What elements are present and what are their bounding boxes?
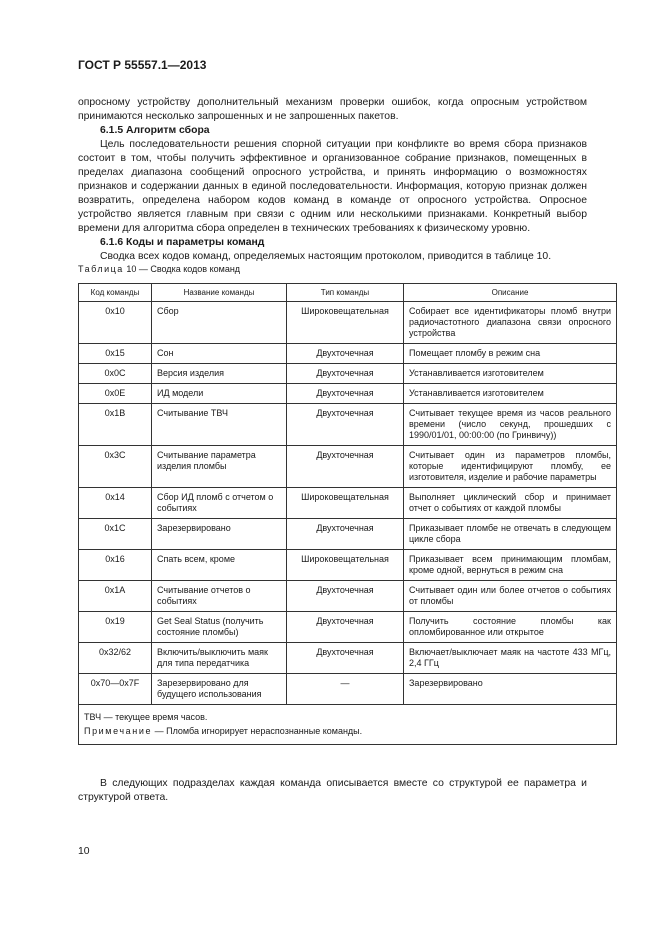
cell-type: Двухточечная	[287, 364, 404, 384]
cell-name: Считывание отчетов о событиях	[152, 581, 287, 612]
cell-code: 0x3C	[79, 446, 152, 488]
cell-code: 0x1B	[79, 404, 152, 446]
table-row	[79, 302, 617, 344]
cell-name: Считывание параметра изделия пломбы	[152, 446, 287, 488]
outro-section	[78, 777, 587, 805]
cell-code: 0x0E	[79, 384, 152, 404]
table-row	[79, 643, 617, 674]
cell-code: 0x0C	[79, 364, 152, 384]
cell-type: Двухточечная	[287, 612, 404, 643]
cell-name: Считывание ТВЧ	[152, 404, 287, 446]
header-type: Тип команды	[287, 284, 404, 302]
cell-description: Получить состояние пломбы как опломбированное или открытое	[404, 612, 617, 643]
table-row	[79, 344, 617, 364]
cell-type: Двухточечная	[287, 446, 404, 488]
cell-description: Устанавливается изготовителем	[404, 384, 617, 404]
table-row	[79, 550, 617, 581]
cell-type: Широковещательная	[287, 488, 404, 519]
section-615-paragraph: Цель последовательности решения спорной ситуации при конфликте во время сбора признаков состоит в том, чтобы получить эффективное и организованное собрание признаков, помещенных в пределах диапазона сообщений опросного устройства, и принять информацию о возможностях признаков и содержании данных в единой последовательности. Информация, которую признак должен возвратить, определена набором кодов команд в команде от опросного устройства. Опросное устройство является главным при связи с одним или несколькими признаками. Конкретный выбор времени для алгоритма сбора определен в технических требованиях к физическому уровню.	[78, 139, 587, 234]
command-codes-table	[78, 283, 617, 745]
cell-type: Двухточечная	[287, 643, 404, 674]
cell-type: —	[287, 674, 404, 705]
cell-code: 0x32/62	[79, 643, 152, 674]
table-row	[79, 674, 617, 705]
cell-description: Считывает один из параметров пломбы, которые идентифицируют пломбу, ее изготовителя, изделие и рабочие параметры	[404, 446, 617, 488]
page-header: ГОСТ Р 55557.1—2013	[78, 58, 207, 72]
table-header-row	[79, 284, 617, 302]
cell-code: 0x16	[79, 550, 152, 581]
cell-name: Сон	[152, 344, 287, 364]
note-general	[84, 726, 611, 737]
cell-description: Зарезервировано	[404, 674, 617, 705]
section-616-title: 6.1.6 Коды и параметры команд	[100, 237, 265, 248]
cell-description: Считывает текущее время из часов реального времени (число секунд, прошедших с 1990/01/01, 00:00:00 (по Гринвичу))	[404, 404, 617, 446]
cell-code: 0x70—0x7F	[79, 674, 152, 705]
outro-paragraph: В следующих подразделах каждая команда описывается вместе со структурой ее параметра и структурой ответа.	[78, 778, 587, 803]
cell-description: Собирает все идентификаторы пломб внутри радиочастотного диапазона связи опросного устройства	[404, 302, 617, 344]
table-row	[79, 519, 617, 550]
continuation-paragraph: опросному устройству дополнительный механизм проверки ошибок, когда опросным устройством принимаются несколько запрошенных и не запрошенных пакетов.	[78, 97, 587, 122]
cell-type: Широковещательная	[287, 302, 404, 344]
table-caption-title: 10 — Сводка кодов команд	[126, 264, 241, 274]
cell-name: Сбор	[152, 302, 287, 344]
note-tvch: ТВЧ — текущее время часов.	[84, 712, 208, 722]
table-row	[79, 612, 617, 643]
note-text: — Пломба игнорирует нераспознанные команды.	[154, 726, 363, 736]
table-row	[79, 488, 617, 519]
intro-section	[78, 96, 587, 264]
table-row	[79, 384, 617, 404]
table-caption	[78, 264, 240, 274]
cell-description: Включает/выключает маяк на частоте 433 МГц, 2,4 ГГц	[404, 643, 617, 674]
cell-code: 0x1A	[79, 581, 152, 612]
table-row	[79, 446, 617, 488]
cell-type: Широковещательная	[287, 550, 404, 581]
cell-code: 0x14	[79, 488, 152, 519]
cell-name: Зарезервировано для будущего использования	[152, 674, 287, 705]
cell-type: Двухточечная	[287, 404, 404, 446]
cell-name: Get Seal Status (получить состояние пломбы)	[152, 612, 287, 643]
cell-code: 0x19	[79, 612, 152, 643]
cell-name: Версия изделия	[152, 364, 287, 384]
cell-name: Сбор ИД пломб с отчетом о событиях	[152, 488, 287, 519]
page-number: 10	[78, 846, 90, 857]
section-616-paragraph: Сводка всех кодов команд, определяемых настоящим протоколом, приводится в таблице 10.	[100, 251, 552, 262]
cell-description: Приказывает всем принимающим пломбам, кроме одной, вернуться в режим сна	[404, 550, 617, 581]
cell-description: Выполняет циклический сбор и принимает отчет о событиях от каждой пломбы	[404, 488, 617, 519]
cell-description: Приказывает пломбе не отвечать в следующем цикле сбора	[404, 519, 617, 550]
cell-code: 0x10	[79, 302, 152, 344]
cell-type: Двухточечная	[287, 581, 404, 612]
table-row	[79, 364, 617, 384]
table-row	[79, 404, 617, 446]
cell-name: Спать всем, кроме	[152, 550, 287, 581]
table-caption-label: Таблица	[78, 264, 124, 274]
section-615-title: 6.1.5 Алгоритм сбора	[100, 125, 210, 136]
cell-type: Двухточечная	[287, 344, 404, 364]
cell-description: Считывает один или более отчетов о событиях от пломбы	[404, 581, 617, 612]
cell-type: Двухточечная	[287, 519, 404, 550]
header-name: Название команды	[152, 284, 287, 302]
cell-description: Устанавливается изготовителем	[404, 364, 617, 384]
cell-code: 0x1C	[79, 519, 152, 550]
cell-code: 0x15	[79, 344, 152, 364]
table-notes	[79, 705, 617, 745]
header-code: Код команды	[79, 284, 152, 302]
cell-name: Включить/выключить маяк для типа передатчика	[152, 643, 287, 674]
cell-description: Помещает пломбу в режим сна	[404, 344, 617, 364]
header-description: Описание	[404, 284, 617, 302]
cell-type: Двухточечная	[287, 384, 404, 404]
cell-name: ИД модели	[152, 384, 287, 404]
table-row	[79, 581, 617, 612]
table-notes-row	[79, 705, 617, 745]
note-label: Примечание	[84, 726, 153, 736]
cell-name: Зарезервировано	[152, 519, 287, 550]
